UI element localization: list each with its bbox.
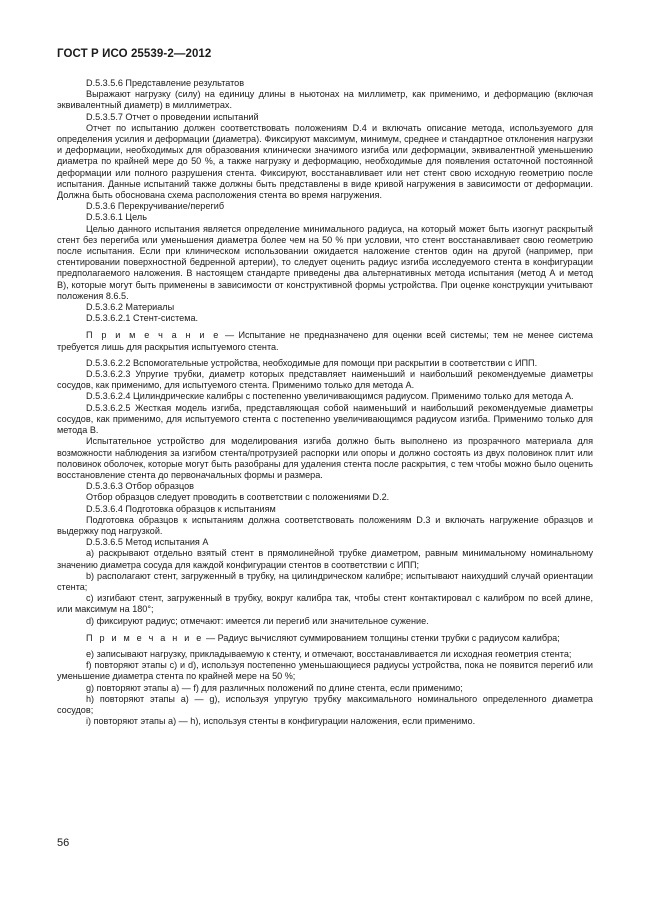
list-item: e) записывают нагрузку, прикладываемую к стенту, и отмечают, восстанавливается ли исходная геометрия стента; bbox=[86, 648, 572, 659]
note bbox=[57, 330, 593, 352]
paragraph: Испытательное устройство для моделирования изгиба должно быть выполнено из прозрачного материала для возможности наблюдения за изгибом стента/протрузией распорки или опоры и должно состоять из двух половинок плит или половинок оболочек, которые могут быть разобраны для удаления стента после раскрытия, с тем чтобы можно было оценить восстановление стента до первоначальных формы и размера. bbox=[57, 436, 593, 480]
note bbox=[57, 633, 593, 644]
note-label: П р и м е ч а н и е bbox=[86, 632, 204, 643]
list-item: f) повторяют этапы c) и d), используя постепенно уменьшающиеся радиусы устройства, пока не появится перегиб или уменьшение диаметра стента по крайней мере на 50 %; bbox=[57, 660, 593, 682]
paragraph: Целью данного испытания является определение минимального радиуса, на который может быть изогнут раскрытый стент без перегиба или уменьшения диаметра более чем на 50 % при условии, что стент восстанавливает свою геометрию после испытания. Если при клиническом использовании ожидается наложение стентов один на другой (например, при стентировании поверхностной бедренной артерии), то следует оценить радиус изгиба исследуемого стента в конфигурации предполагаемого наложения. В настоящем стандарте приведены два альтернативных метода испытания (метод А и метод В), которые могут быть применены в зависимости от конструктивной формы устройства. При оценке конструкции учитывают положения 8.6.5. bbox=[57, 223, 593, 301]
note-label: П р и м е ч а н и е bbox=[86, 330, 221, 341]
clause-heading: D.5.3.5.6 Представление результатов bbox=[86, 78, 245, 88]
clause-heading: D.5.3.6 Перекручивание/перегиб bbox=[86, 201, 225, 212]
paragraph: Отчет по испытанию должен соответствовать положениям D.4 и включать описание метода, используемого для определения усилия и деформации (диаметра). Фиксируют максимум, минимум, среднее и стандартное отклонения нагрузки и деформации, необходимых для образования клинически значимого изгиба или деформации, эквивалентной уменьшению диаметра по крайней мере до 50 %, а также нагрузку и деформацию, необходимые для появления остаточной постоянной деформации или полного разрушения стента. Фиксируют, восстанавливает или нет стент свою исходную геометрию после испытания. Данные испытаний также должны быть представлены в виде кривой нагружения в зависимости от деформации. Должна быть обоснована схема расположения стента во время нагружения. bbox=[57, 122, 593, 201]
document-body bbox=[57, 78, 593, 727]
list-item: h) повторяют этапы a) — g), используя упругую трубку максимального номинального определенного диаметра сосудов; bbox=[57, 693, 593, 715]
clause-heading: D.5.3.6.4 Подготовка образцов к испытаниям bbox=[86, 503, 276, 514]
clause-heading: D.5.3.6.2 Материалы bbox=[86, 302, 175, 313]
clause-heading: D.5.3.6.2.1 Стент-система. bbox=[86, 313, 199, 324]
note-text: — Радиус вычисляют суммированием толщины стенки трубки с радиусом калибра; bbox=[203, 632, 560, 643]
paragraph: Выражают нагрузку (силу) на единицу длины в ньютонах на миллиметр, как применимо, и деформацию (включая эквивалентный диаметр) в миллиметрах. bbox=[57, 89, 593, 111]
clause-heading: D.5.3.6.1 Цель bbox=[86, 212, 147, 223]
page-number: 56 bbox=[57, 837, 70, 849]
clause-heading: D.5.3.6.5 Метод испытания А bbox=[86, 537, 209, 548]
list-item: b) располагают стент, загруженный в трубку, на цилиндрическом калибре; испытывают наихудший случай ориентации стента; bbox=[57, 570, 593, 592]
clause-heading: D.5.3.6.3 Отбор образцов bbox=[86, 481, 194, 492]
paragraph: Отбор образцов следует проводить в соответствии с положениями D.2. bbox=[86, 492, 390, 503]
list-item: d) фиксируют радиус; отмечают: имеется ли перегиб или значительное сужение. bbox=[86, 615, 429, 626]
note-text: — Испытание не предназначено для оценки всей системы; тем не менее система требуется лишь для раскрытия испытуемого стента. bbox=[57, 330, 593, 352]
list-item: a) раскрывают отдельно взятый стент в прямолинейной трубке диаметром, равным минимальному номинальному значению диаметра сосуда для каждой конфигурации стентов в соответствии с ИПП; bbox=[57, 548, 593, 570]
page-header: ГОСТ Р ИСО 25539-2—2012 bbox=[57, 48, 212, 60]
paragraph: D.5.3.6.2.4 Цилиндрические калибры с постепенно увеличивающимся радиусом. Применимо только для метода А. bbox=[86, 391, 574, 402]
paragraph: D.5.3.6.2.5 Жесткая модель изгиба, представляющая собой наименьший и наибольший рекомендуемые диаметры сосудов, как применимо, для испытуемого стента с постепенно увеличивающимся радиусом изгиба. Применимо только для метода В. bbox=[57, 402, 593, 436]
list-item: i) повторяют этапы a) — h), используя стенты в конфигурации наложения, если применимо. bbox=[86, 716, 476, 727]
clause-heading: D.5.3.5.7 Отчет о проведении испытаний bbox=[86, 111, 259, 122]
list-item: g) повторяют этапы a) — f) для различных положений по длине стента, если применимо; bbox=[86, 682, 463, 693]
list-item: c) изгибают стент, загруженный в трубку, вокруг калибра так, чтобы стент контактировал с калибром по всей длине, или максимум на 180°; bbox=[57, 593, 593, 615]
clause-heading: D.5.3.6.2.2 Вспомогательные устройства, необходимые для помощи при раскрытии в соответствии с ИПП. bbox=[86, 357, 538, 368]
paragraph: D.5.3.6.2.3 Упругие трубки, диаметр которых представляет наименьший и наибольший рекомендуемые диаметры сосудов, как применимо, для испытуемого стента. Применимо только для метода А. bbox=[57, 369, 593, 391]
paragraph: Подготовка образцов к испытаниям должна соответствовать положениям D.3 и включать нагружение образцов и выдержку под нагрузкой. bbox=[57, 514, 593, 536]
